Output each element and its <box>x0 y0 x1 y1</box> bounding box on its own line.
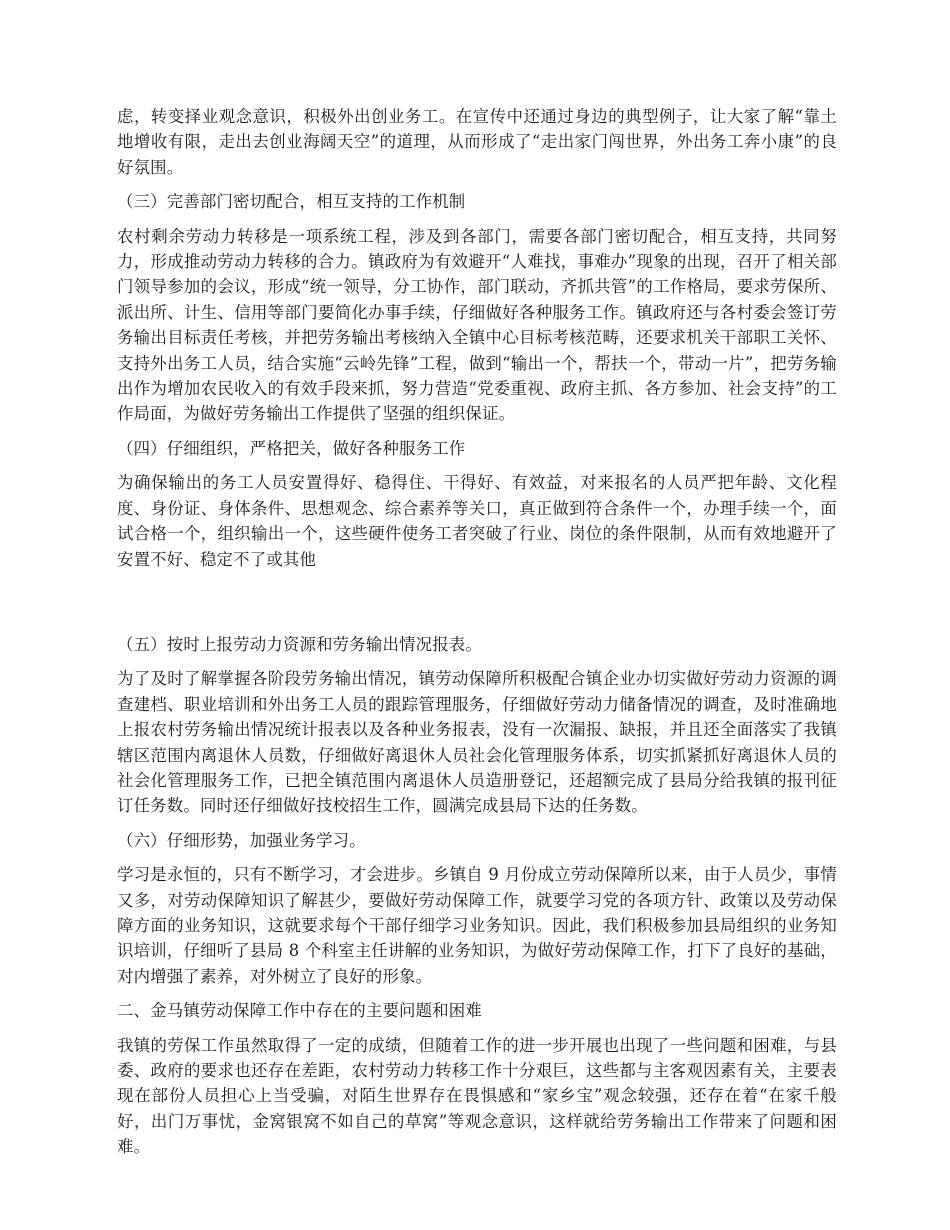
paragraph-section-5: 为了及时了解掌握各阶段劳务输出情况，镇劳动保障所积极配合镇企业办切实做好劳动力资源的调查建档、职业培训和外出务工人员的跟踪管理服务，仔细做好劳动力储备情况的调查，及时准确地上报农村劳务输出情况统计报表以及各种业务报表，没有一次漏报、缺报，并且还全面落实了我镇辖区范围内离退休人员数，仔细做好离退休人员社会化管理服务体系，切实抓紧抓好离退休人员的社会化管理服务工作，已把全镇范围内离退休人员造册登记，还超额完成了县局分给我镇的报刊征订任务数。同时还仔细做好技校招生工作，圆满完成县局下达的任务数。 <box>117 669 837 816</box>
section-heading-5: （五）按时上报劳动力资源和劳务输出情况报表。 <box>117 634 482 654</box>
section-heading-part-2: 二、金马镇劳动保障工作中存在的主要问题和困难 <box>117 1001 482 1021</box>
blank-spacer <box>117 572 837 632</box>
paragraph-section-3: 农村剩余劳动力转移是一项系统工程，涉及到各部门，需要各部门密切配合，相互支持，共同努力，形成推动劳动力转移的合力。镇政府为有效避开“人难找，事难办”现象的出现，召开了相关部门领导参加的会议，形成“统一领导，分工协作，部门联动，齐抓共管”的工作格局，要求劳保所、派出所、计生、信用等部门要简化办事手续，仔细做好各种服务工作。镇政府还与各村委会签订劳务输出目标责任考核，并把劳务输出考核纳入全镇中心目标考核范畴，还要求机关干部职工关怀、支持外出务工人员，结合实施“云岭先锋”工程，做到“输出一个，帮扶一个，带动一片”，把劳务输出作为增加农民收入的有效手段来抓，努力营造“党委重视、政府主抓、各方参加、社会支持”的工作局面，为做好劳务输出工作提供了坚强的组织保证。 <box>117 226 837 424</box>
document-page <box>117 104 837 1160</box>
section-heading-6: （六）仔细形势，加强业务学习。 <box>117 830 366 850</box>
section-heading-3: （三）完善部门密切配合，相互支持的工作机制 <box>117 192 466 212</box>
paragraph-section-4: 为确保输出的务工人员安置得好、稳得住、干得好、有效益，对来报名的人员严把年龄、文化程度、身份证、身体条件、思想观念、综合素养等关口，真正做到符合条件一个，办理手续一个，面试合格一个，组织输出一个，这些硬件使务工者突破了行业、岗位的条件限制，从而有效地避开了安置不好、稳定不了或其他 <box>117 473 837 569</box>
paragraph-section-6: 学习是永恒的，只有不断学习，才会进步。乡镇自 9 月份成立劳动保障所以来，由于人员少，事情又多，对劳动保障知识了解甚少，要做好劳动保障工作，就要学习党的各项方针、政策以及劳动保障方面的业务知识，这就要求每个干部仔细学习业务知识。因此，我们积极参加县局组织的业务知识培训，仔细听了县局 8 个科室主任讲解的业务知识，为做好劳动保障工作，打下了良好的基础，对内增强了素养，对外树立了良好的形象。 <box>117 865 837 986</box>
section-heading-4: （四）仔细组织，严格把关，做好各种服务工作 <box>117 438 466 458</box>
paragraph-intro-continuation: 虑，转变择业观念意识，积极外出创业务工。在宣传中还通过身边的典型例子，让大家了解“靠土地增收有限，走出去创业海阔天空”的道理，从而形成了“走出家门闯世界，外出务工奔小康”的良好氛围。 <box>117 107 837 177</box>
paragraph-part-2: 我镇的劳保工作虽然取得了一定的成绩，但随着工作的进一步开展也出现了一些问题和困难，与县委、政府的要求也还存在差距，农村劳动力转移工作十分艰巨，这些都与主客观因素有关，主要表现在部份人员担心上当受骗，对陌生世界存在畏惧感和“家乡宝”观念较强，还存在着“在家千般好，出门万事忧，金窝银窝不如自己的草窝”等观念意识，这样就给劳务输出工作带来了问题和困难。 <box>117 1035 837 1157</box>
